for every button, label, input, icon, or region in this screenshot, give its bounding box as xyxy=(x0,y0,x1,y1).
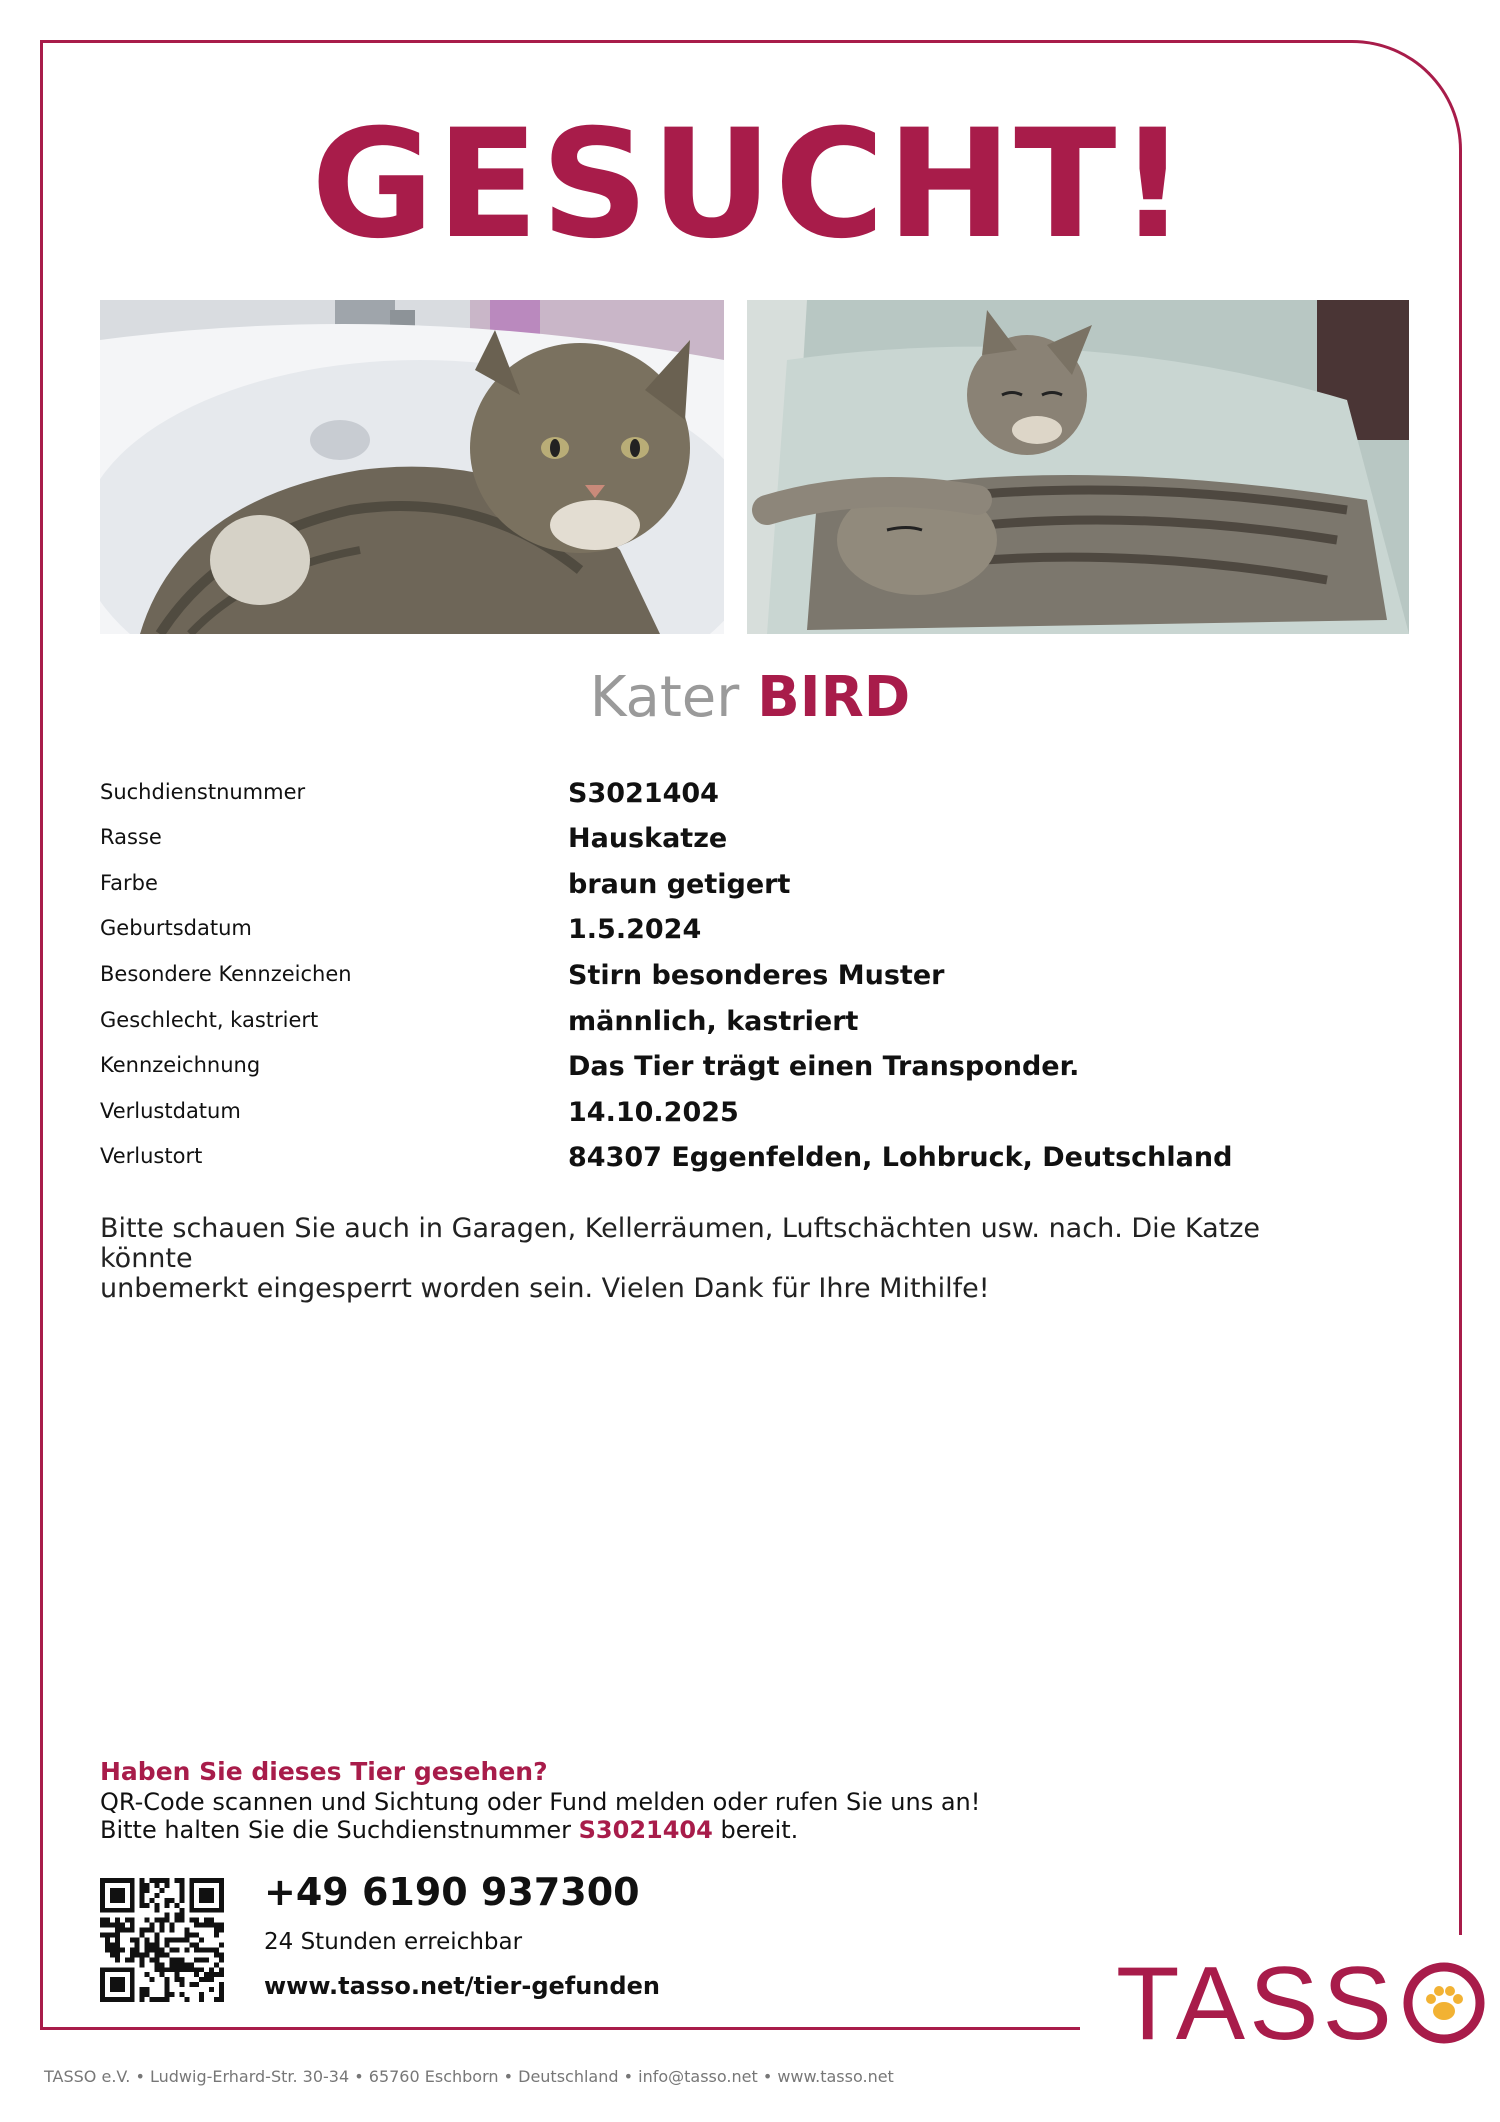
headline: GESUCHT! xyxy=(311,98,1189,272)
animal-name xyxy=(0,665,1500,730)
detail-row xyxy=(100,869,1380,913)
detail-value: Hauskatze xyxy=(568,823,728,854)
cta-line-1: QR-Code scannen und Sichtung oder Fund melden oder rufen Sie uns an! xyxy=(100,1788,981,1816)
detail-row xyxy=(100,1142,1380,1186)
detail-row xyxy=(100,1006,1380,1050)
cta-line-2-suffix: bereit. xyxy=(712,1816,799,1844)
detail-label: Geschlecht, kastriert xyxy=(100,1008,319,1032)
animal-name-value: BIRD xyxy=(757,665,911,730)
paw-icon xyxy=(1402,1961,1486,2045)
detail-row xyxy=(100,1097,1380,1141)
tasso-logo xyxy=(1116,1946,1476,2062)
detail-label: Kennzeichnung xyxy=(100,1053,261,1077)
detail-value: Stirn besonderes Muster xyxy=(568,960,945,991)
detail-label: Verlustdatum xyxy=(100,1099,241,1123)
detail-value: 1.5.2024 xyxy=(568,914,702,945)
detail-value: 84307 Eggenfelden, Lohbruck, Deutschland xyxy=(568,1142,1233,1173)
tasso-logo-text: TASS xyxy=(1116,1946,1396,2062)
detail-label: Besondere Kennzeichen xyxy=(100,962,352,986)
poster-frame-bottom xyxy=(40,2027,1080,2030)
detail-label: Farbe xyxy=(100,871,158,895)
animal-kind: Kater xyxy=(589,665,740,730)
phone-number[interactable]: +49 6190 937300 xyxy=(264,1870,640,1914)
detail-value: Das Tier trägt einen Transponder. xyxy=(568,1051,1080,1082)
qr-code[interactable] xyxy=(100,1878,224,2002)
footer-address: TASSO e.V. • Ludwig-Erhard-Str. 30-34 • 65760 Eschborn • Deutschland • info@tasso.net • www.tasso.net xyxy=(44,2067,894,2086)
website-link[interactable]: www.tasso.net/tier-gefunden xyxy=(264,1972,660,2000)
photo-two-cats xyxy=(747,300,1409,634)
detail-row xyxy=(100,778,1380,822)
qr-code-graphic[interactable] xyxy=(100,1878,224,2002)
detail-label: Geburtsdatum xyxy=(100,916,252,940)
detail-value: männlich, kastriert xyxy=(568,1006,859,1037)
detail-row xyxy=(100,960,1380,1004)
cta-line-2-prefix: Bitte halten Sie die Suchdienstnummer xyxy=(100,1816,579,1844)
search-note-line: Bitte schauen Sie auch in Garagen, Kellerräumen, Luftschächten usw. nach. Die Katze könnte xyxy=(100,1213,1260,1274)
search-number-highlight: S3021404 xyxy=(578,1816,713,1844)
detail-row xyxy=(100,823,1380,867)
detail-label: Verlustort xyxy=(100,1144,203,1168)
detail-value: braun getigert xyxy=(568,869,791,900)
detail-label: Rasse xyxy=(100,825,162,849)
detail-label: Suchdienstnummer xyxy=(100,780,306,804)
cta-line-2 xyxy=(100,1816,798,1844)
photo-cat-in-sink xyxy=(100,300,724,634)
detail-value: 14.10.2025 xyxy=(568,1097,739,1128)
detail-value: S3021404 xyxy=(568,778,719,809)
search-note-line: unbemerkt eingesperrt worden sein. Vielen Dank für Ihre Mithilfe! xyxy=(100,1273,990,1304)
search-note xyxy=(100,1214,1360,1304)
availability-text: 24 Stunden erreichbar xyxy=(264,1929,523,1955)
detail-row xyxy=(100,914,1380,958)
cta-title: Haben Sie dieses Tier gesehen? xyxy=(100,1757,548,1786)
detail-row xyxy=(100,1051,1380,1095)
